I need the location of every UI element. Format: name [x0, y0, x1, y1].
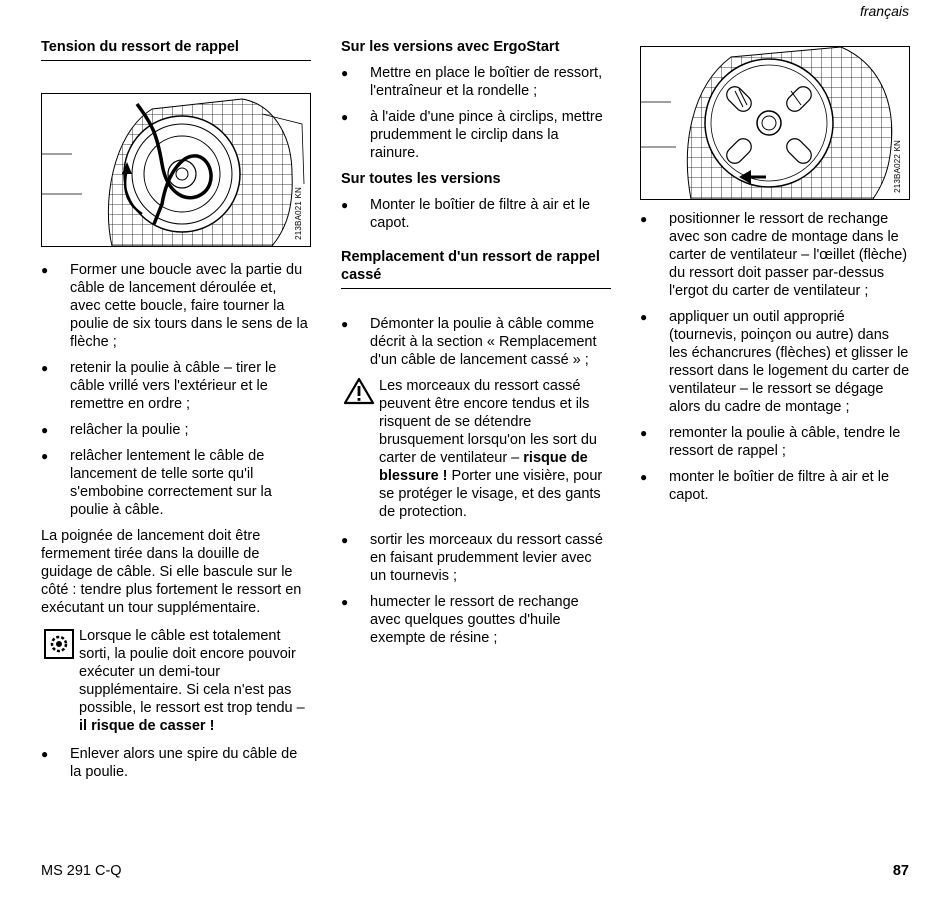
bullet-icon: ● — [640, 470, 648, 484]
section-heading-replacement: Remplacement d'un ressort de rappel cassé — [341, 248, 611, 289]
bullet-icon: ● — [341, 533, 349, 547]
language-label: français — [859, 3, 909, 19]
gear-note-icon — [44, 629, 74, 664]
list-item: ● Démonter la poulie à câble comme décrit à la section « Remplacement d'un câble de lancement cassé » ; — [341, 316, 597, 368]
section-heading-tension: Tension du ressort de rappel — [41, 38, 311, 61]
list-item: ● monter le boîtier de filtre à air et le capot. — [640, 469, 890, 503]
warning-triangle-icon — [343, 377, 375, 410]
list-item: ● Mettre en place le boîtier de ressort, l'entraîneur et la rondelle ; — [341, 65, 603, 99]
figure-code: 213BA022 KN — [893, 140, 902, 193]
column-3 — [640, 38, 910, 512]
bullet-icon: ● — [341, 198, 349, 212]
bullet-icon: ● — [640, 212, 648, 226]
note-block: Lorsque le câble est totalement sorti, la poulie doit encore pouvoir exécuter un demi-tour supplémentaire. Si cela n'est pas possible, le ressort est trop tendu – il risque de casser ! — [41, 627, 311, 735]
list-item: ● appliquer un outil approprié (tournevis, poinçon ou autre) dans les échancrures (flèches) et glisser le ressort dans le logement du carter de ventilateur – le ressort se dégage alors du cadre de montage ; — [640, 309, 910, 415]
list-item: ● positionner le ressort de rechange avec son cadre de montage dans le carter de ventilateur – l'œillet (flèche) du ressort doit passer par-dessus l'ergot du carter de ventilateur ; — [640, 211, 908, 299]
illustration-spring-frame — [641, 47, 909, 199]
steps-list-install — [640, 210, 910, 504]
warning-block: Les morceaux du ressort cassé peuvent être encore tendus et ils risquent de se détendre brusquement lorsqu'on les sort du carter de ventilateur – risque de blessure ! Porter une visière, pour se protéger le visage, et des gants de protection. — [341, 377, 611, 521]
paragraph-handle: La poignée de lancement doit être fermement tirée dans la douille de guidage de câble. Si elle bascule sur le côté : tendre plus fortement le ressort en exécutant un tour supplémentaire. — [41, 528, 302, 616]
bullet-icon: ● — [41, 263, 49, 277]
list-item: ● Former une boucle avec la partie du câble de lancement déroulée et, avec cette boucle, faire tourner la poulie de six tours dans le sens de la flèche ; — [41, 262, 308, 350]
bullet-icon: ● — [640, 426, 648, 440]
footer-model: MS 291 C-Q — [41, 863, 122, 879]
steps-list-spring — [341, 531, 611, 647]
list-item: ● relâcher lentement le câble de lancement de telle sorte qu'il s'embobine correctement sur la poulie à câble. — [41, 448, 272, 518]
steps-list-tension — [41, 261, 311, 519]
figure-code: 213BA021 KN — [294, 187, 303, 240]
page-number: 87 — [892, 863, 909, 879]
bullet-icon: ● — [341, 317, 349, 331]
column-2 — [341, 38, 611, 655]
figure-spring-housing — [640, 46, 910, 200]
list-item: ● à l'aide d'une pince à circlips, mettre prudemment le circlip dans la rainure. — [341, 109, 603, 161]
illustration-pulley — [42, 94, 310, 246]
steps-list-ergostart — [341, 64, 611, 162]
bullet-icon: ● — [41, 423, 49, 437]
section-heading-all-versions: Sur toutes les versions — [341, 171, 501, 187]
bullet-icon: ● — [41, 361, 49, 375]
steps-list-all-versions — [341, 196, 611, 232]
figure-rewind-spring — [41, 93, 311, 247]
steps-list-last — [41, 745, 311, 781]
bullet-icon: ● — [341, 110, 349, 124]
list-item: ● Monter le boîtier de filtre à air et le capot. — [341, 197, 591, 231]
steps-list-replacement — [341, 315, 611, 369]
column-1 — [41, 38, 311, 789]
bullet-icon: ● — [341, 595, 349, 609]
bullet-icon: ● — [341, 66, 349, 80]
section-heading-ergostart: Sur les versions avec ErgoStart — [341, 39, 560, 55]
bullet-icon: ● — [41, 449, 49, 463]
list-item: ● sortir les morceaux du ressort cassé en faisant prudemment levier avec un tournevis ; — [341, 532, 603, 584]
list-item: ● humecter le ressort de rechange avec quelques gouttes d'huile exempte de résine ; — [341, 594, 579, 646]
bullet-icon: ● — [41, 747, 49, 761]
list-item: ● retenir la poulie à câble – tirer le câble vrillé vers l'extérieur et le remettre en ordre ; — [41, 360, 277, 412]
bullet-icon: ● — [640, 310, 648, 324]
list-item: ● relâcher la poulie ; — [41, 422, 189, 438]
list-item: ● Enlever alors une spire du câble de la poulie. — [41, 746, 298, 780]
list-item: ● remonter la poulie à câble, tendre le ressort de rappel ; — [640, 425, 901, 459]
